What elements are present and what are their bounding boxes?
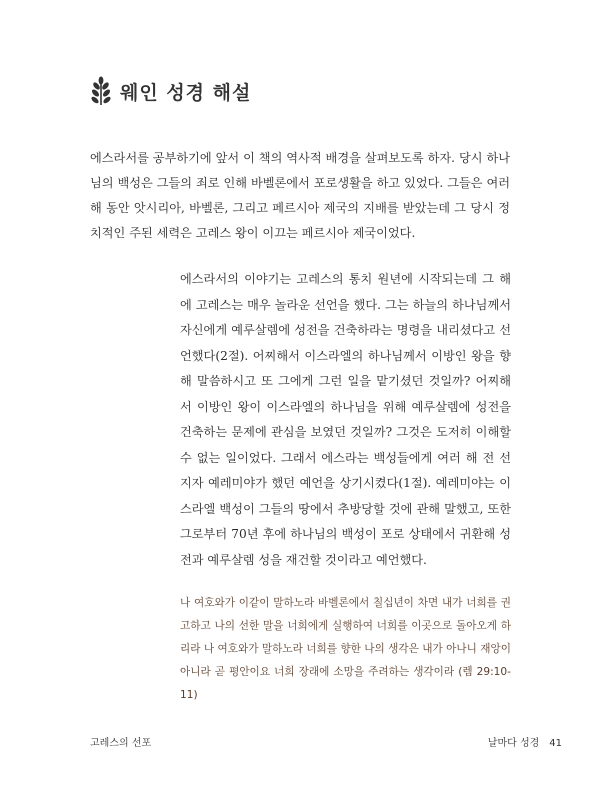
scripture-quote: 나 여호와가 이같이 말하노라 바벨론에서 칠십년이 차면 내가 너희를 권고하고 나의 선한 말을 너희에게 실행하여 너희를 이곳으로 돌아오게 하리라 나 여호와가 말하노라 너희를 향한 나의 생각은 내가 아나니 재앙이 아니라 곧 평안이요 너희 장래에 소망을 주려하는 생각이라 (렘 29:10-11) [180,597,511,701]
leaf-sprig-icon [90,76,112,106]
section-header [90,76,251,106]
body-paragraph: 에스라서의 이야기는 고레스의 통치 원년에 시작되는데 그 해에 고레스는 매우 놀라운 선언을 했다. 그는 하늘의 하나님께서 자신에게 예루살렘에 성전을 건축하라는 명령을 내리셨다고 선언했다(2절). 어찌해서 이스라엘의 하나님께서 이방인 왕을 향해 말씀하시고 또 그에게 그런 일을 맡기셨던 것일까? 어찌해서 이방인 왕이 이스라엘의 하나님을 위해 예루살렘에 성전을 건축하는 문제에 관심을 보였던 것일까? 그것은 도저히 이해할 수 없는 일이었다. 그래서 에스라는 백성들에게 여러 해 전 선지자 예레미야가 했던 예언을 상기시켰다(1절). 예레미야는 이스라엘 백성이 그들의 땅에서 추방당할 것에 관해 말했고, 또한 그로부터 70년 후에 하나님의 백성이 포로 상태에서 귀환해 성전과 예루살렘 성을 재건할 것이라고 예언했다. [180,272,511,567]
page-title: 웨인 성경 해설 [120,81,252,104]
page-number: 41 [549,738,562,749]
footer-chapter-title: 고레스의 선포 [90,738,152,749]
intro-paragraph: 에스라서를 공부하기에 앞서 이 책의 역사적 배경을 살펴보도록 하자. 당시 하나님의 백성은 그들의 죄로 인해 바벨론에서 포로생활을 하고 있었다. 그들은 여러 해 동안 앗시리아, 바벨론, 그리고 페르시아 제국의 지배를 받았는데 그 당시 정치적인 주된 세력은 고레스 왕이 이끄는 페르시아 제국이었다. [90,151,510,240]
footer-book-info [488,734,562,749]
footer-book-title: 날마다 성경 [487,738,540,749]
